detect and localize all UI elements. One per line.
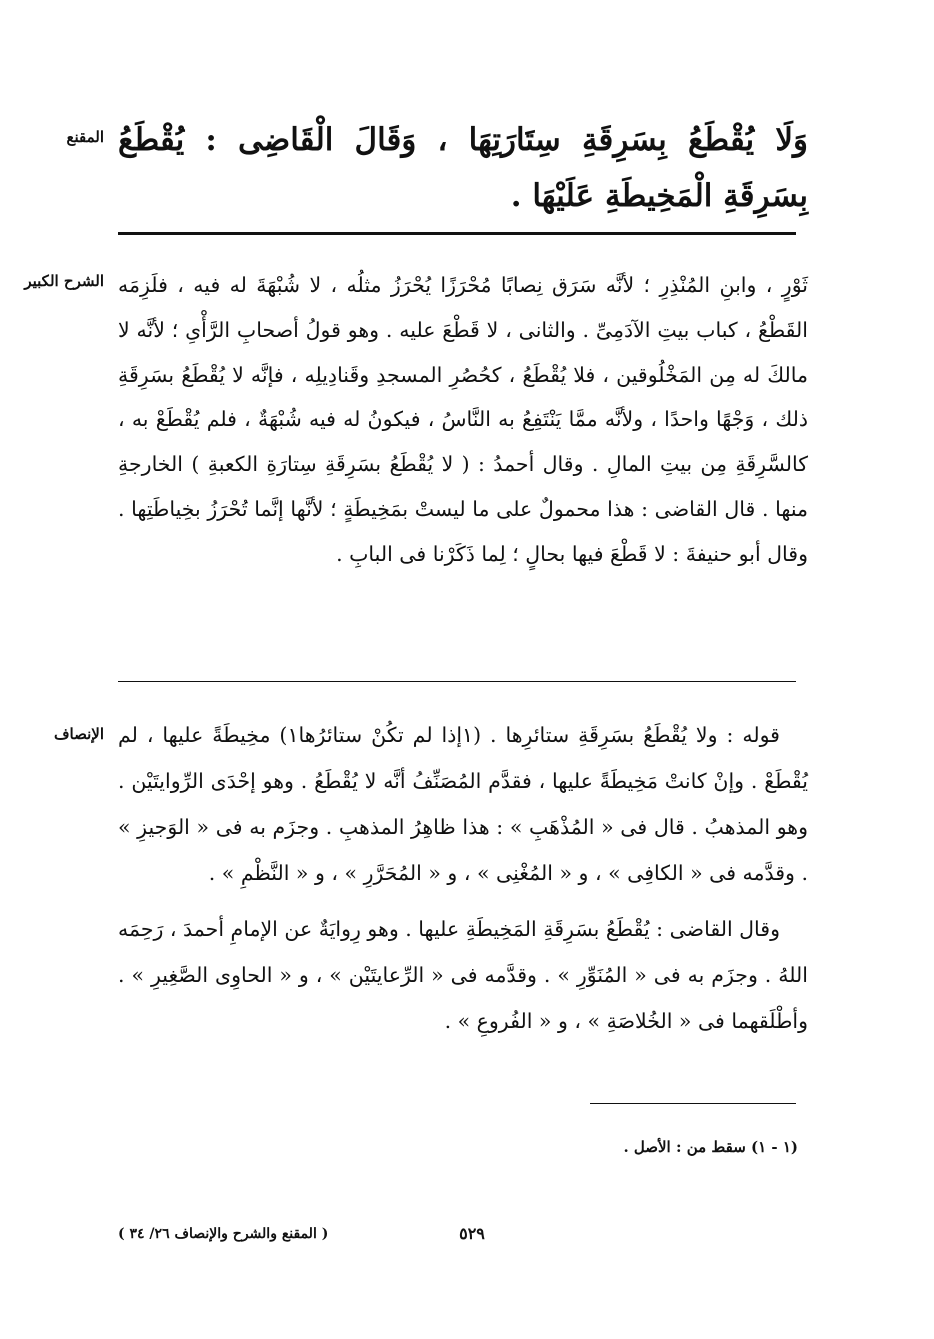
footnote: (١ - ١) سقط من : الأصل . [623, 1138, 798, 1156]
footnote-divider [590, 1103, 796, 1104]
label-muqni: المقنع [66, 128, 104, 146]
label-insaf: الإنصاف [53, 725, 104, 743]
insaf-text [118, 712, 808, 1044]
insaf-paragraph-2: وقال القاضى : يُقْطَعُ بسَرِقَةِ المَخِيطَةِ عليها . وهو رِوايَةٌ عن الإمامِ أحمدَ ، رَحِمَه اللهُ . وجزَم به فى « المُنَوِّرِ » . وقدَّمه فى « الرِّعايتَيْن » ، و « الحاوِى الصَّغِيرِ » . وأطْلَقهما فى « الخُلاصَةِ » ، و « الفُروعِ » . [117, 917, 808, 1033]
muqni-text: وَلَا يُقْطَعُ بِسَرِقَةِ سِتَارَتِهَا ، وَقَالَ الْقَاضِى : يُقْطَعُ بِسَرِقَةِ الْمَخِيطَةِ عَلَيْهَا . [118, 122, 808, 214]
volume-reference: ( المقنع والشرح والإنصاف ٢٦/ ٣٤ ) [118, 1226, 329, 1242]
label-sharh: الشرح الكبير [24, 272, 104, 290]
sharh-text: ثَوْرٍ ، وابنِ المُنْذِرِ ؛ لأنَّه سَرَق نِصابًا مُحْرَزًا يُحْرَزُ مثلُه ، لا شُبْهَةَ له فيه ، فلَزِمَه القَطْعُ ، كباب بيتِ الآدَمِىِّ . والثانى ، لا قَطْعَ عليه . وهو قولُ أصحابِ الرَّأْىِ ؛ لأنَّه لا مالكَ له مِن المَخْلُوقين ، فلا يُقْطَعُ ، كحُصُرِ المسجدِ وقَنادِيلِه ، فإنَّه لا يُقْطَعُ بسَرِقَةِ ذلك ، وَجْهًا واحدًا ، ولأنَّه ممَّا يَنْتَفِعُ به النَّاسُ ، فيكونُ له فيه شُبْهَةٌ ، فلم يُقْطَعْ به ، كالسَّرِقَةِ مِن بيتِ المالِ . وقال أحمدُ : ( لا يُقْطَعُ بسَرِقَةِ سِتارَةِ الكعبةِ ) الخارجةِ منها . قال القاضى : هذا محمولٌ على ما ليستْ بمَخِيطَةٍ ؛ لأنَّها إنَّما تُحْرَزُ بخِياطَتِها . وقال أبو حنيفةَ : لا قَطْعَ فيها بحالٍ ؛ لِما ذَكَرْنا فى البابِ . [118, 273, 808, 566]
section-divider-thick [118, 232, 796, 235]
page-number: ٥٢٩ [459, 1224, 485, 1243]
insaf-paragraph-1: قوله : ولا يُقْطَعُ بسَرِقَةِ ستائرِها . (١إذا لم تكُنْ ستائرُها١) مخِيطَةً عليها ، لم يُقْطَعْ . وإنْ كانتْ مَخِيطَةً عليها ، فقدَّم المُصَنِّفُ أنَّه لا يُقْطَعُ . وهو إحْدَى الرِّوايتَيْن . وهو المذهبُ . قال فى « المُذْهَبِ » : هذا ظاهِرُ المذهبِ . وجزَم به فى « الوَجيزِ » . وقدَّمه فى « الكافِى » ، و « المُغْنِى » ، و « المُحَرَّرِ » ، و « النَّظْمِ » . [118, 723, 808, 885]
section-divider-thin [118, 681, 796, 682]
